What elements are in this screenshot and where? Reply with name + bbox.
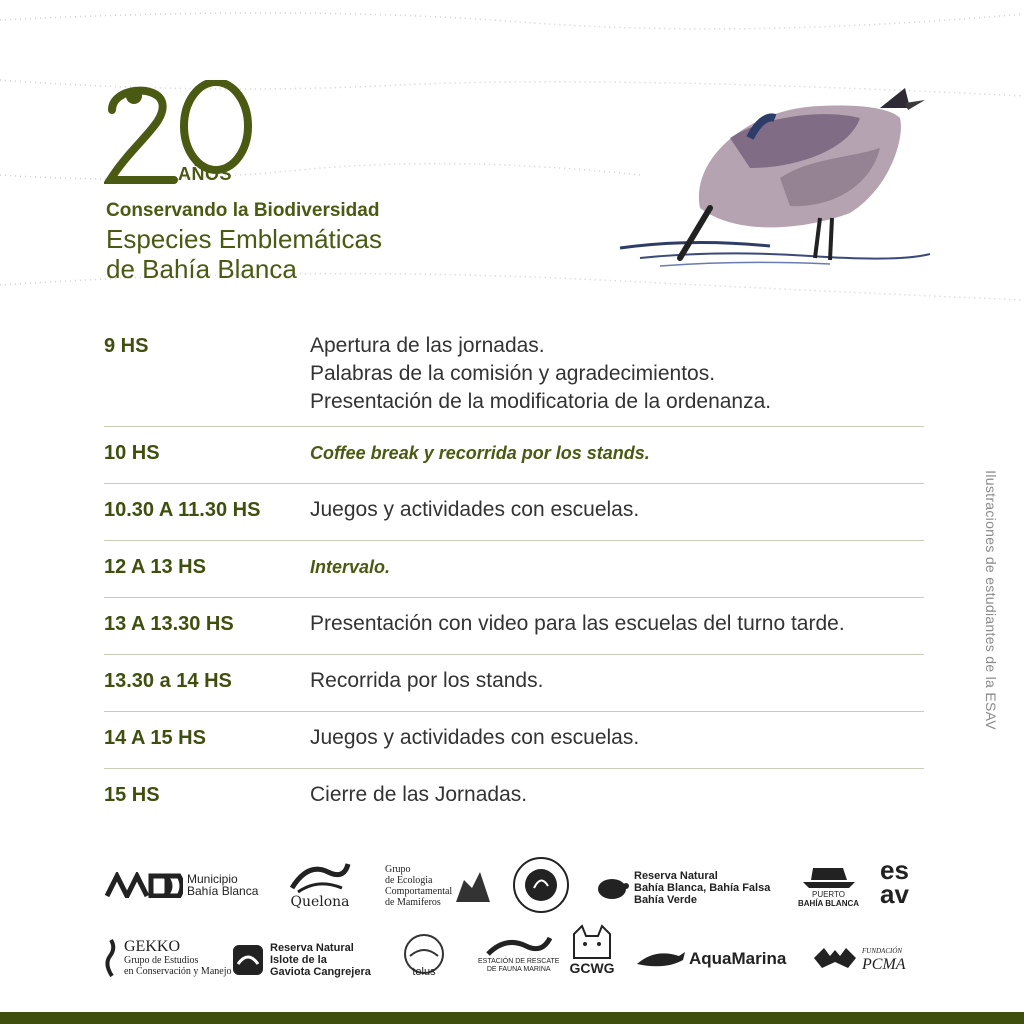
illustration-credit: [977, 440, 1005, 760]
schedule-description: [310, 332, 924, 416]
logo-text: Grupo de Estudios: [124, 955, 199, 966]
logo-text: Bahía Verde: [634, 894, 697, 906]
logo-text: Reserva Natural: [634, 870, 718, 882]
logo-municipio: [105, 872, 258, 898]
logo-text: Comportamental: [385, 886, 453, 897]
logo-text: Municipio: [187, 872, 238, 886]
logo-gcwg: [568, 924, 616, 976]
municipio-mark-icon: [105, 872, 183, 898]
schedule-time: 14 A 15 HS: [104, 727, 206, 749]
logo-text: PCMA: [862, 956, 906, 973]
logo-puerto: [798, 860, 859, 908]
schedule-time: 15 HS: [104, 784, 160, 806]
logo-gekko: [100, 938, 231, 978]
schedule-row: [104, 712, 924, 769]
logo-text: telus: [412, 966, 436, 978]
schedule-time: 10 HS: [104, 442, 160, 464]
logo-esav: [880, 855, 909, 909]
logo-text: Islote de la: [270, 954, 327, 966]
schedule-row: [104, 655, 924, 712]
schedule-row: [104, 598, 924, 655]
logo-text: GEKKO: [124, 938, 180, 955]
logo-text: de Mamiferos: [385, 897, 441, 908]
logo-text: Quelona: [290, 894, 350, 910]
logo-grupo-ecologia: [385, 864, 492, 908]
schedule-description: Intervalo.: [310, 557, 391, 577]
logo-estacion-rescate: [478, 934, 559, 974]
schedule-description: Juegos y actividades con escuelas.: [310, 498, 640, 521]
logo-quelona: [288, 858, 352, 910]
description-line: Palabras de la comisión y agradecimientos.: [310, 362, 716, 385]
logo-text: Reserva Natural: [270, 942, 354, 954]
schedule-time: 10.30 A 11.30 HS: [104, 499, 261, 521]
logo-text: Grupo: [385, 864, 411, 875]
anniversary-word: AÑOS: [178, 164, 233, 184]
bottom-bar: [0, 1012, 1024, 1024]
illustration-credit-text: Ilustraciones de estudiantes de la ESAV: [983, 470, 999, 730]
schedule-time: 12 A 13 HS: [104, 556, 206, 578]
schedule-description: Recorrida por los stands.: [310, 669, 544, 692]
schedule-time: 13.30 a 14 HS: [104, 670, 232, 692]
logo-text: GCWG: [569, 960, 615, 976]
logo-reserva-islote: [232, 942, 371, 978]
sponsor-logos: [100, 850, 930, 1000]
logo-text: Gaviota Cangrejera: [270, 966, 371, 978]
dolphin-icon: [635, 946, 687, 972]
schedule-time: 13 A 13.30 HS: [104, 613, 234, 635]
event-header: [104, 80, 524, 290]
logo-text: FUNDACIÓN: [862, 947, 903, 955]
logo-telus: [396, 932, 452, 978]
circular-emblem-icon: [512, 856, 570, 914]
quelona-wave-icon: [288, 858, 352, 894]
logo-aquamarina: [635, 946, 786, 972]
logo-text: en Conservación y Manejo: [124, 966, 232, 977]
logo-pcma: [812, 938, 906, 978]
logo-reserva-bahia-blanca: [594, 870, 770, 906]
schedule-row: [104, 541, 924, 598]
schedule-row: [104, 769, 924, 826]
schedule-description: Juegos y actividades con escuelas.: [310, 726, 640, 749]
schedule-row: [104, 320, 924, 427]
description-line: Apertura de las jornadas.: [310, 334, 545, 357]
turtle-icon: [594, 874, 630, 902]
logo-text: AquaMarina: [689, 949, 787, 968]
logo-circle-emblem: [512, 856, 570, 914]
schedule-description: Cierre de las Jornadas.: [310, 783, 528, 806]
schedule-description: Coffee break y recorrida por los stands.: [310, 443, 650, 463]
fox-icon: [452, 866, 492, 906]
logo-text: ESTACIÓN DE RESCATE: [478, 958, 560, 965]
logo-text: Bahía Blanca, Bahía Falsa: [634, 882, 771, 894]
gull-icon: [232, 944, 264, 976]
subtitle: Conservando la Biodiversidad: [106, 200, 380, 221]
shorebird-illustration: [600, 78, 940, 278]
schedule-description: Presentación con video para las escuelas del turno tarde.: [310, 612, 845, 635]
bat-icon: [812, 938, 858, 978]
schedule-time: 9 HS: [104, 335, 149, 357]
logo-text: av: [880, 879, 909, 909]
cat-icon: [568, 924, 616, 960]
wave-icon: [486, 934, 552, 958]
schedule-row: [104, 427, 924, 484]
title-line-1: Especies Emblemáticas: [106, 224, 382, 254]
gecko-icon: [100, 938, 122, 978]
schedule-row: [104, 484, 924, 541]
schedule-table: [104, 320, 924, 826]
description-line: Presentación de la modificatoria de la ordenanza.: [310, 390, 772, 413]
logo-text: BAHÍA BLANCA: [798, 899, 860, 908]
logo-text: DE FAUNA MARINA: [486, 966, 551, 973]
ship-icon: [799, 860, 859, 890]
logo-text: es: [880, 855, 909, 885]
title-line-2: de Bahía Blanca: [106, 254, 297, 284]
logo-text: de Ecologia: [385, 875, 433, 886]
logo-text: PUERTO: [811, 890, 846, 899]
logo-text: Bahía Blanca: [187, 884, 259, 898]
